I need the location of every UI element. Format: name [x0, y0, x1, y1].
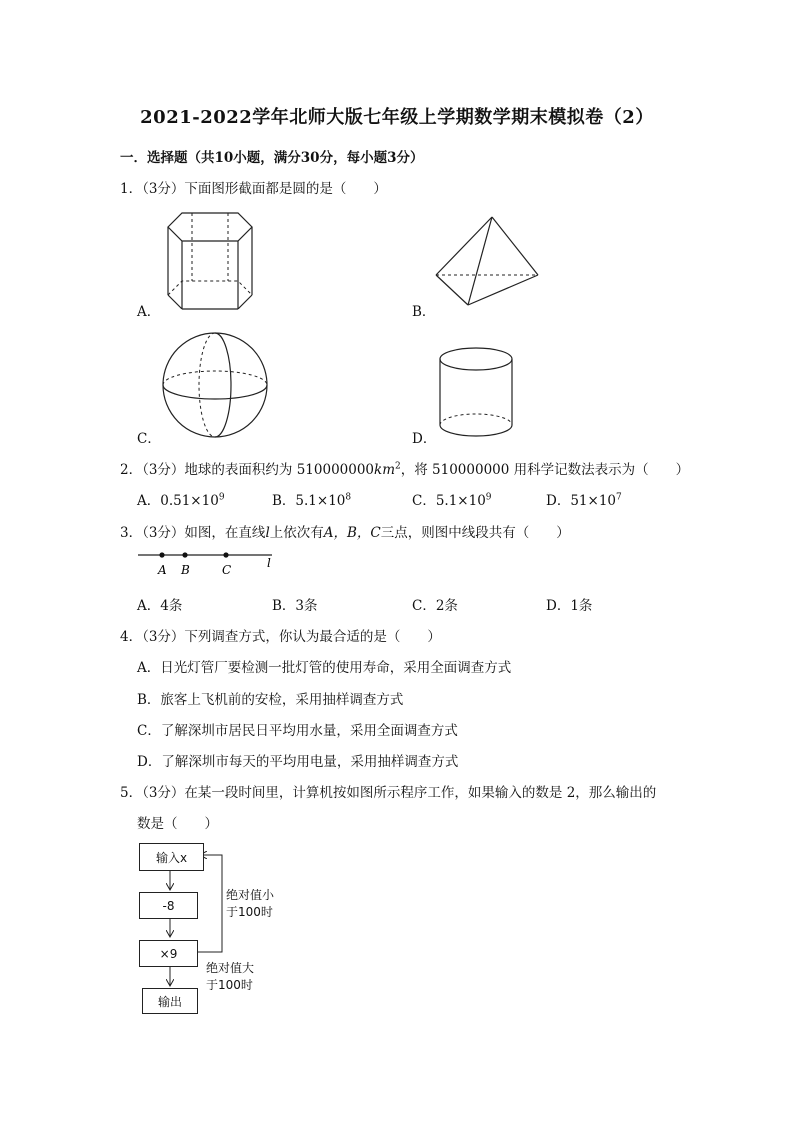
q1-stem: 1．（3分）下面图形截面都是圆的是（ ） — [120, 181, 387, 197]
q2-stem-after: ，将 510000000 用科学记数法表示为（ ） — [400, 462, 690, 478]
flow-exit-note: 绝对值大 于100时 — [206, 961, 255, 992]
flow-input-box: 输入x — [139, 843, 204, 871]
q2-option-d: D．$51\times 10^7$ — [546, 492, 622, 509]
q4-option-c: C．了解深圳市居民日平均用水量，采用全面调查方式 — [137, 723, 458, 739]
q2-option-a: A．$0.51\times 10^9$ — [137, 492, 225, 509]
q2-unit-exp: 2 — [395, 461, 401, 472]
page-title: 2021-2022学年北师大版七年级上学期数学期末模拟卷（2） — [140, 107, 654, 128]
q4-option-a: A．日光灯管厂要检测一批灯管的使用寿命，采用全面调查方式 — [137, 660, 512, 676]
triangular-pyramid-figure — [432, 215, 542, 310]
q3-option-b: B．3条 — [272, 598, 318, 614]
cylinder-figure — [436, 345, 516, 440]
q2-stem — [120, 458, 689, 478]
section-heading: 一．选择题（共10小题，满分30分，每小题3分） — [120, 150, 424, 166]
flow-minus8-box: -8 — [139, 892, 198, 919]
sphere-figure — [160, 330, 270, 440]
q2-option-b: B．$5.1\times 10^8$ — [272, 492, 352, 509]
hexagonal-prism-figure — [160, 205, 260, 310]
flow-output-box: 输出 — [142, 988, 198, 1014]
q2-unit: km — [374, 462, 396, 478]
q3-option-d: D．1条 — [546, 598, 593, 614]
flow-times9-box: ×9 — [139, 940, 198, 967]
point-b-label: B — [181, 563, 190, 577]
line-l-label: l — [267, 556, 271, 570]
flow-loop-note: 绝对值小 于100时 — [226, 888, 275, 919]
q1-label-a: A． — [137, 304, 161, 320]
q5-stem-line2: 数是（ ） — [137, 816, 218, 832]
q2-option-c: C．$5.1\times 10^9$ — [412, 492, 492, 509]
q3-option-a: A．4条 — [137, 598, 183, 614]
point-a-label: A — [158, 563, 167, 577]
q4-option-b: B．旅客上飞机前的安检，采用抽样调查方式 — [137, 692, 404, 708]
q4-option-d: D．了解深圳市每天的平均用电量，采用抽样调查方式 — [137, 754, 459, 770]
point-c-label: C — [222, 563, 232, 577]
q2-stem-before: 2．（3分）地球的表面积约为 510000000 — [120, 462, 375, 478]
q3-option-c: C．2条 — [412, 598, 458, 614]
q4-stem: 4．（3分）下列调查方式，你认为最合适的是（ ） — [120, 629, 441, 645]
q1-label-d: D． — [412, 431, 437, 447]
q5-stem-line1: 5．（3分）在某一段时间里，计算机按如图所示程序工作，如果输入的数是 2，那么输出的 — [120, 785, 657, 801]
q3-stem: 3．（3分）如图，在直线l上依次有A，B，C三点，则图中线段共有（ ） — [120, 525, 570, 541]
q1-label-c: C． — [137, 431, 161, 447]
line-segment-figure — [136, 548, 286, 578]
q1-label-b: B． — [412, 304, 436, 320]
